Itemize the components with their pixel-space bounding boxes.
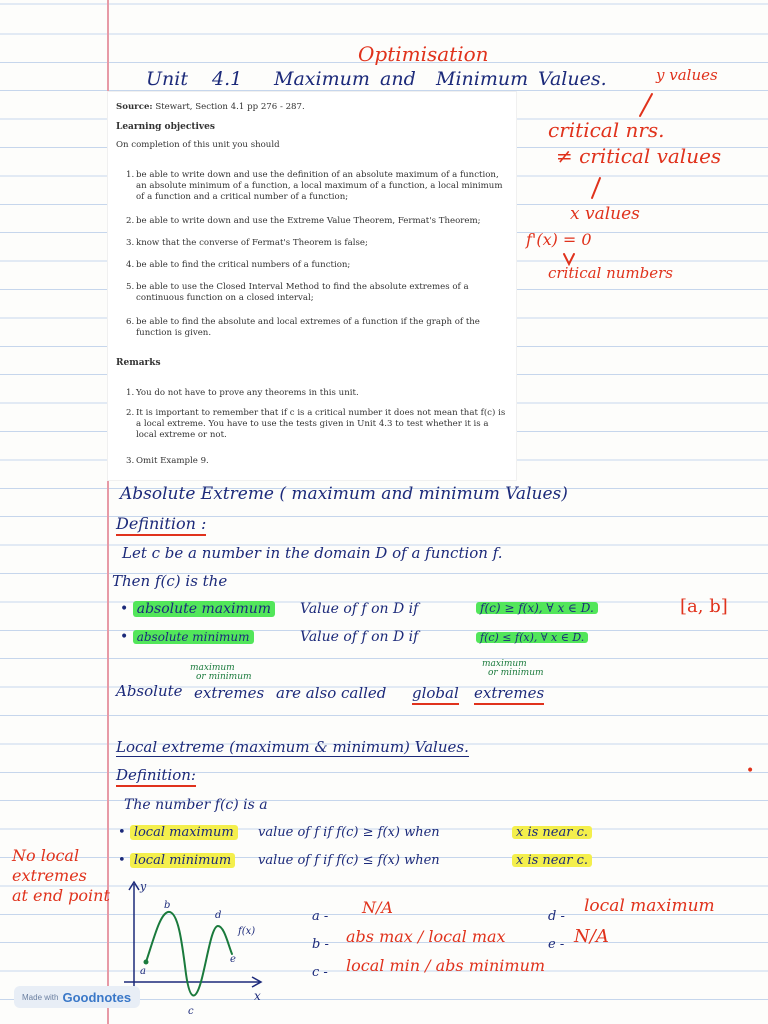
absolute-extreme-heading: Absolute Extreme ( maximum and minimum Values)	[120, 484, 568, 504]
title-word-minimum: Minimum	[436, 68, 529, 90]
point-label-d: d	[215, 910, 222, 921]
global-extremes-word: extremes	[474, 686, 544, 705]
x-axis-label: x	[254, 989, 261, 1003]
function-graph	[120, 878, 270, 1018]
objective-text: be able to find the critical numbers of a function;	[136, 260, 351, 270]
annotation-slash-1	[636, 92, 656, 118]
local-min-bullet	[118, 854, 235, 867]
y-values-annotation: y values	[656, 66, 718, 84]
critical-nrs-annotation: critical nrs.	[548, 118, 665, 142]
annotation-slash-2	[588, 176, 604, 200]
function-label: f(x)	[238, 926, 256, 937]
local-max-bullet	[118, 826, 238, 839]
local-min-text: value of f if f(c) ≤ f(x) when	[258, 853, 440, 868]
absolute-definition-label: Definition :	[116, 516, 206, 536]
printed-objectives-sheet	[108, 92, 516, 480]
local-def-line1: The number f(c) is a	[124, 797, 268, 813]
answer-c-letter: c -	[312, 965, 328, 980]
remark-text: It is important to remember that if c is a critical number it does not mean that f(c) is a local extreme. You have to use the tests given in Unit 4.3 to test whether it is a local extreme or not.	[136, 408, 506, 440]
optimisation-annotation: Optimisation	[358, 42, 489, 66]
remark-number: 3.	[126, 456, 135, 466]
answer-c-value: local min / abs minimum	[346, 956, 546, 975]
local-min-term: local minimum	[130, 853, 235, 868]
learning-objectives-intro: On completion of this unit you should	[116, 140, 280, 150]
absolute-min-bullet	[120, 630, 254, 644]
stray-dot: •	[746, 763, 755, 779]
bullet-dot: •	[118, 825, 126, 840]
global-line-extremes: extremes	[194, 684, 265, 702]
answer-b-letter: b -	[312, 937, 329, 952]
max-or-min-note-left: maximum or minimum	[190, 663, 252, 682]
objective-number: 2.	[126, 216, 135, 226]
absolute-min-condition: f(c) ≤ f(x), ∀ x ∈ D.	[476, 632, 588, 643]
answer-d-letter: d -	[548, 909, 565, 924]
answer-e-letter: e -	[548, 937, 565, 952]
title-word-maximum: Maximum	[274, 68, 370, 90]
interval-annotation: [a, b]	[680, 596, 728, 617]
absolute-def-line2: Then f(c) is the	[112, 572, 228, 590]
bullet-dot: •	[120, 601, 129, 617]
bullet-dot: •	[120, 629, 129, 645]
answer-e-value: N/A	[574, 926, 609, 947]
answer-a-letter: a -	[312, 909, 329, 924]
title-number: 4.1	[212, 68, 243, 90]
local-min-near: x is near c.	[512, 854, 592, 867]
goodnotes-logo: Goodnotes	[62, 989, 132, 1005]
title-word-and: and	[380, 68, 416, 90]
objective-text: be able to write down and use the Extreme Value Theorem, Fermat's Theorem;	[136, 216, 481, 226]
x-values-annotation: x values	[570, 204, 640, 224]
point-label-a: a	[140, 966, 146, 977]
remark-text: You do not have to prove any theorems in this unit.	[136, 388, 359, 398]
learning-objectives-heading: Learning objectives	[116, 122, 215, 132]
absolute-max-term: absolute maximum	[133, 601, 275, 617]
answer-b-value: abs max / local max	[346, 927, 506, 946]
bullet-dot: •	[118, 853, 126, 868]
point-label-c: c	[188, 1006, 194, 1017]
fprime-zero-annotation: f'(x) = 0	[526, 230, 592, 249]
absolute-max-text: Value of f on D if	[300, 601, 419, 617]
absolute-max-bullet	[120, 602, 275, 616]
y-axis-label: y	[140, 880, 147, 893]
objective-number: 1.	[126, 170, 135, 180]
objective-text: be able to write down and use the definition of an absolute maximum of a function, an absolute minimum of a function, a local maximum of a function, a local minimum of a function and a critical number of a function;	[136, 170, 503, 202]
remark-text: Omit Example 9.	[136, 456, 209, 466]
goodnotes-badge	[14, 986, 140, 1008]
local-max-term: local maximum	[130, 825, 238, 840]
point-a-marker	[144, 960, 149, 965]
source-text: Stewart, Section 4.1 pp 276 - 287.	[155, 102, 305, 112]
objective-number: 5.	[126, 282, 135, 292]
objective-text: be able to use the Closed Interval Method to find the absolute extremes of a continuous function on a closed interval;	[136, 282, 469, 303]
absolute-max-condition: f(c) ≥ f(x), ∀ x ∈ D.	[476, 602, 598, 614]
max-or-min-note-right: maximum or minimum	[482, 659, 544, 678]
title-unit: Unit	[146, 68, 188, 90]
objective-number: 3.	[126, 238, 135, 248]
objective-text: be able to find the absolute and local extremes of a function if the graph of the function is given.	[136, 317, 480, 338]
source-line	[116, 102, 510, 113]
not-critical-values-annotation: ≠ critical values	[556, 144, 722, 168]
answer-a-value: N/A	[362, 898, 393, 917]
function-curve	[146, 912, 232, 996]
absolute-def-line1: Let c be a number in the domain D of a function f.	[122, 544, 503, 562]
objective-text: know that the converse of Fermat's Theorem is false;	[136, 238, 368, 248]
absolute-min-term: absolute minimum	[133, 630, 254, 644]
remark-number: 1.	[126, 388, 135, 398]
global-word: global	[412, 686, 459, 705]
absolute-min-text: Value of f on D if	[300, 629, 419, 645]
objective-number: 4.	[126, 260, 135, 270]
title-word-values: Values.	[538, 68, 607, 90]
point-label-b: b	[164, 900, 171, 911]
source-label: Source:	[116, 102, 153, 112]
global-line-called: are also called	[276, 684, 387, 702]
critical-numbers-annotation: critical numbers	[548, 264, 673, 282]
made-with-text: Made with	[22, 992, 59, 1002]
local-max-text: value of f if f(c) ≥ f(x) when	[258, 825, 440, 840]
global-line-absolute: Absolute	[116, 682, 183, 700]
objective-number: 6.	[126, 317, 135, 327]
no-local-extremes-note: No local extremes at end point	[12, 846, 110, 905]
remarks-heading: Remarks	[116, 358, 161, 368]
answer-d-value: local maximum	[584, 896, 715, 916]
remark-number: 2.	[126, 408, 135, 418]
local-max-near: x is near c.	[512, 826, 592, 839]
local-extreme-heading: Local extreme (maximum & minimum) Values.	[116, 738, 469, 756]
point-label-e: e	[230, 954, 236, 965]
local-definition-label: Definition:	[116, 768, 196, 787]
